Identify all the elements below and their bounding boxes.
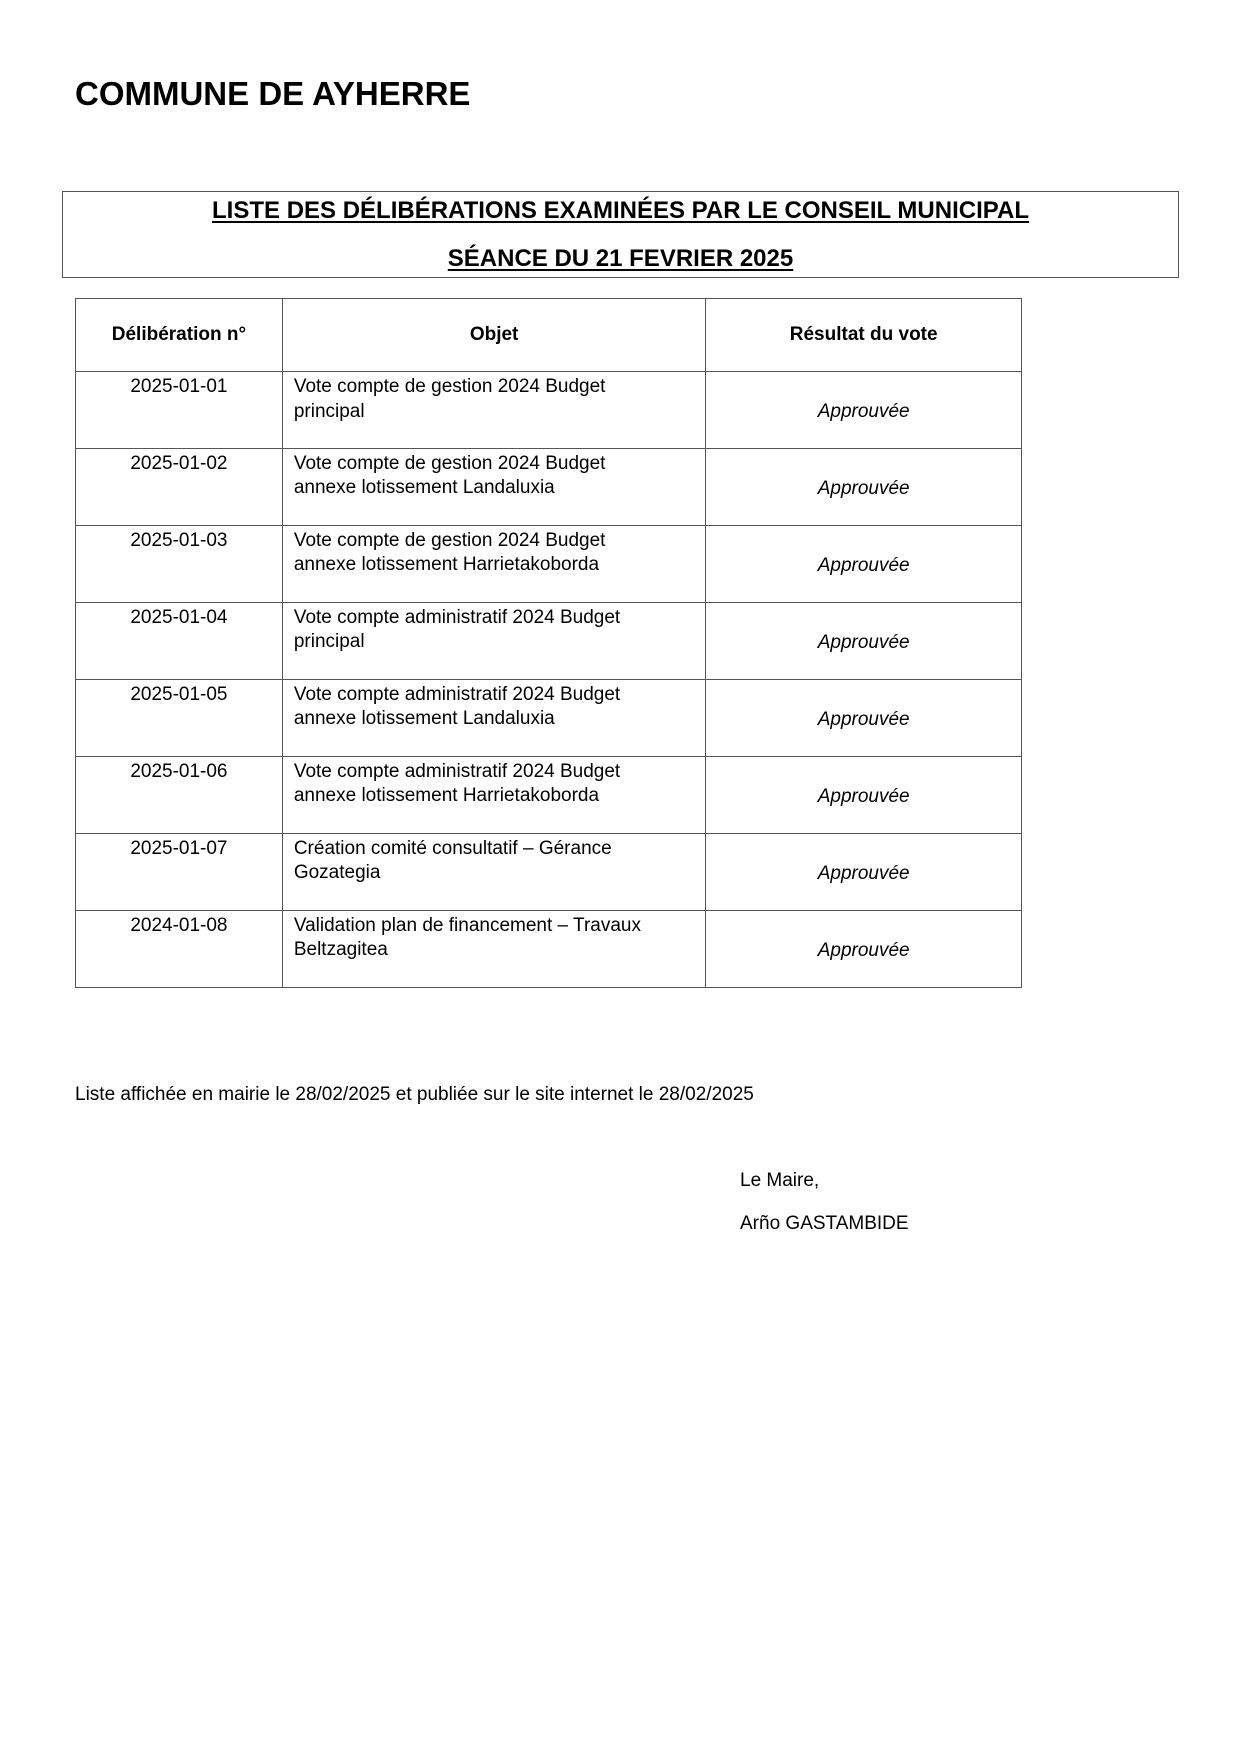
deliberation-number: 2025-01-01 (76, 372, 283, 449)
table-row (76, 757, 1022, 834)
vote-result: Approuvée (706, 680, 1022, 757)
object-line: Vote compte administratif 2024 Budget (293, 761, 621, 782)
deliberation-object (282, 526, 706, 603)
table-row (76, 680, 1022, 757)
vote-result: Approuvée (706, 372, 1022, 449)
object-line: annexe lotissement Landaluxia (293, 708, 555, 729)
object-line: Vote compte administratif 2024 Budget (293, 684, 621, 705)
table-header-row (76, 299, 1022, 372)
document-title: LISTE DES DÉLIBÉRATIONS EXAMINÉES PAR LE CONSEIL MUNICIPAL (212, 197, 1029, 224)
vote-result: Approuvée (706, 449, 1022, 526)
session-date-title: SÉANCE DU 21 FEVRIER 2025 (447, 245, 794, 272)
deliberation-number: 2025-01-05 (76, 680, 283, 757)
publication-notice: Liste affichée en mairie le 28/02/2025 et publiée sur le site internet le 28/02/2025 (75, 1084, 754, 1105)
deliberation-object (282, 603, 706, 680)
deliberations-table (75, 298, 1022, 988)
deliberation-number: 2025-01-02 (76, 449, 283, 526)
object-line: annexe lotissement Landaluxia (293, 477, 555, 498)
table-row (76, 372, 1022, 449)
column-header-objet: Objet (282, 299, 706, 372)
table-row (76, 449, 1022, 526)
object-line: Vote compte de gestion 2024 Budget (293, 376, 606, 397)
table-row (76, 526, 1022, 603)
deliberation-object (282, 449, 706, 526)
deliberation-number: 2025-01-06 (76, 757, 283, 834)
object-line: principal (293, 401, 365, 422)
object-line: Gozategia (293, 862, 381, 883)
signatory-name: Arño GASTAMBIDE (740, 1213, 909, 1234)
object-line: Vote compte de gestion 2024 Budget (293, 530, 606, 551)
object-line: principal (293, 631, 365, 652)
title-box (62, 191, 1179, 278)
deliberation-number: 2025-01-03 (76, 526, 283, 603)
vote-result: Approuvée (706, 757, 1022, 834)
object-line: Création comité consultatif – Gérance (293, 838, 612, 859)
deliberation-object (282, 911, 706, 988)
object-line: annexe lotissement Harrietakoborda (293, 785, 600, 806)
table-row (76, 834, 1022, 911)
deliberation-object (282, 680, 706, 757)
commune-heading: COMMUNE DE AYHERRE (75, 75, 471, 112)
column-header-resultat: Résultat du vote (706, 299, 1022, 372)
object-line: Beltzagitea (293, 939, 388, 960)
deliberation-object (282, 372, 706, 449)
deliberation-number: 2025-01-04 (76, 603, 283, 680)
deliberation-number: 2025-01-07 (76, 834, 283, 911)
deliberation-object (282, 757, 706, 834)
object-line: Validation plan de financement – Travaux (293, 915, 641, 936)
column-header-numero: Délibération n° (76, 299, 283, 372)
deliberation-object (282, 834, 706, 911)
vote-result: Approuvée (706, 911, 1022, 988)
object-line: Vote compte de gestion 2024 Budget (293, 453, 606, 474)
object-line: Vote compte administratif 2024 Budget (293, 607, 621, 628)
vote-result: Approuvée (706, 603, 1022, 680)
signatory-title: Le Maire, (740, 1170, 820, 1191)
table-row (76, 911, 1022, 988)
vote-result: Approuvée (706, 834, 1022, 911)
table-row (76, 603, 1022, 680)
deliberation-number: 2024-01-08 (76, 911, 283, 988)
object-line: annexe lotissement Harrietakoborda (293, 554, 600, 575)
vote-result: Approuvée (706, 526, 1022, 603)
